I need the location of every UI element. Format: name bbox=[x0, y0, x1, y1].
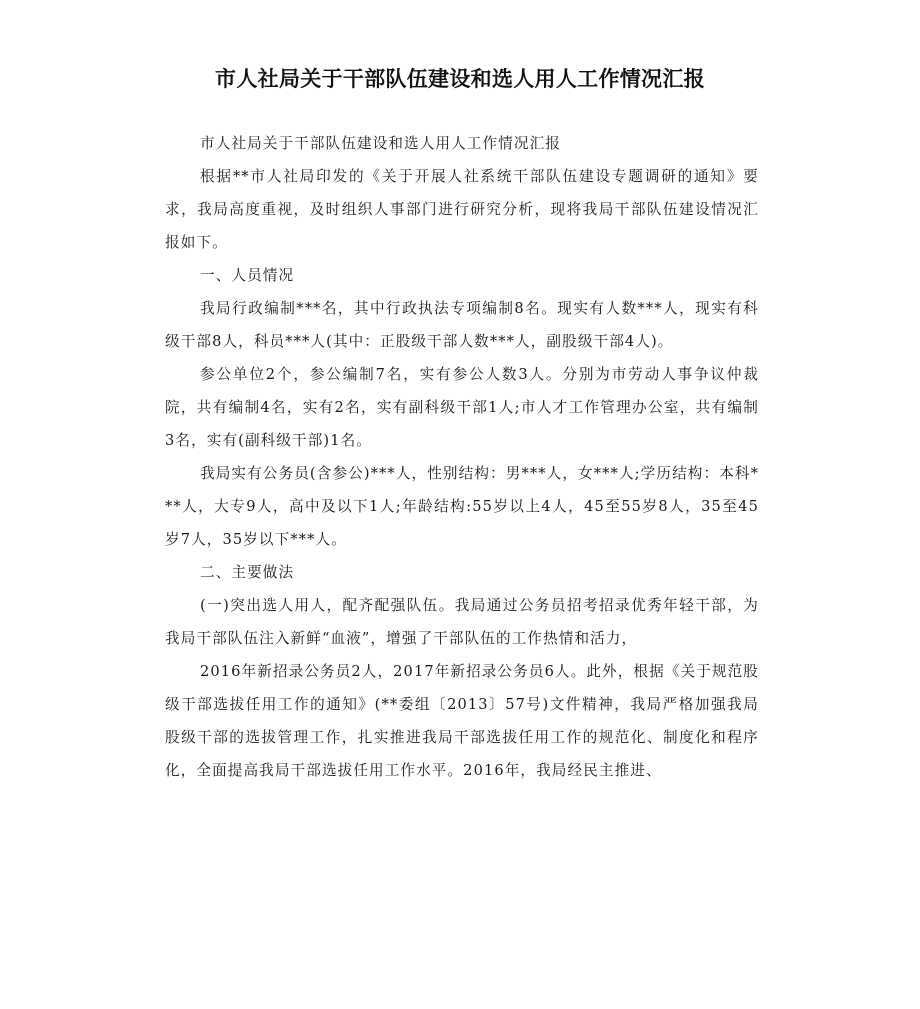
section-heading-practices: 二、主要做法 bbox=[200, 564, 295, 581]
practice-one-paragraph: (一)突出选人用人，配齐配强队伍。我局通过公务员招考招录优秀年轻干部，为我局干部队伍注入新鲜“血液”，增强了干部队伍的工作热情和活力， bbox=[165, 597, 759, 647]
civil-service-units-paragraph: 参公单位2个，参公编制7名，实有参公人数3人。分别为市劳动人事争议仲裁院，共有编制4名，实有2名，实有副科级干部1人;市人才工作管理办公室，共有编制3名，实有(副科级干部)1名。 bbox=[165, 366, 759, 449]
staffing-paragraph: 我局行政编制***名，其中行政执法专项编制8名。现实有人数***人，现实有科级干部8人，科员***人(其中：正股级干部人数***人，副股级干部4人)。 bbox=[165, 300, 759, 350]
structure-paragraph: 我局实有公务员(含参公)***人，性别结构：男***人，女***人;学历结构：本科***人，大专9人，高中及以下1人;年龄结构:55岁以上4人，45至55岁8人，35至45岁7人，35岁以下***人。 bbox=[165, 465, 759, 548]
recruitment-paragraph: 2016年新招录公务员2人，2017年新招录公务员6人。此外，根据《关于规范股级干部选拔任用工作的通知》(**委组〔2013〕57号)文件精神，我局严格加强我局股级干部的选拔管理工作，扎实推进我局干部选拔任用工作的规范化、制度化和程序化，全面提高我局干部选拔任用工作水平。2016年，我局经民主推进、 bbox=[165, 663, 759, 779]
intro-paragraph: 根据**市人社局印发的《关于开展人社系统干部队伍建设专题调研的通知》要求，我局高度重视，及时组织人事部门进行研究分析，现将我局干部队伍建设情况汇报如下。 bbox=[165, 168, 759, 251]
document-title: 市人社局关于干部队伍建设和选人用人工作情况汇报 bbox=[215, 67, 705, 91]
body-heading-paragraph: 市人社局关于干部队伍建设和选人用人工作情况汇报 bbox=[200, 135, 561, 152]
document-body bbox=[165, 127, 759, 787]
section-heading-personnel: 一、人员情况 bbox=[200, 267, 295, 284]
